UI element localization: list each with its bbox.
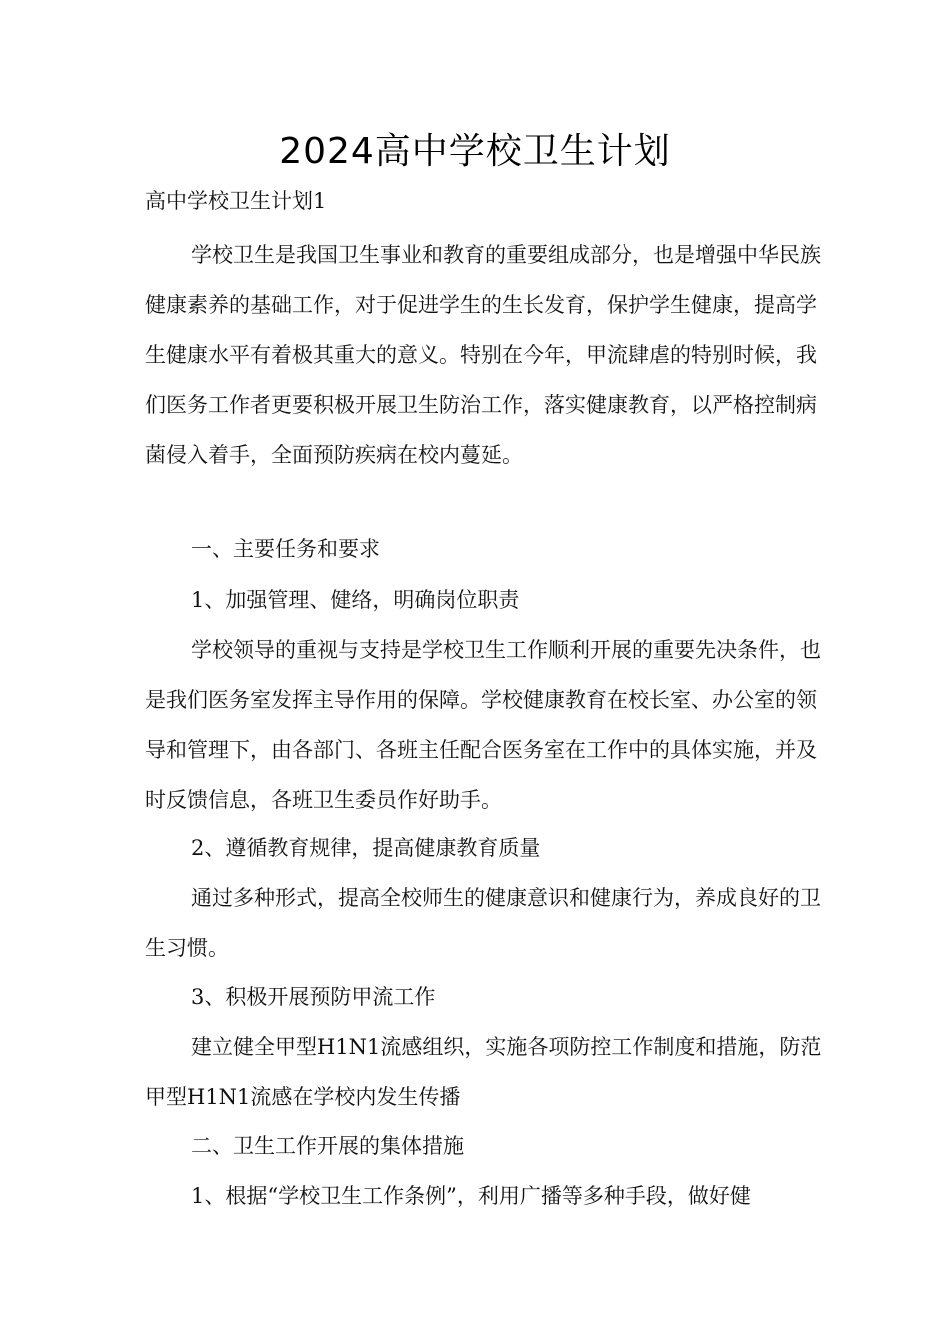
section-heading: 二、卫生工作开展的集体措施: [191, 1134, 464, 1158]
item1-text: 学校领导的重视与支持是学校卫生工作顺利开展的重要先决条件，也是我们医务室发挥主导作用的保障。学校健康教育在校长室、办公室的领导和管理下，由各部门、各班主任配合医务室在工作中的具体实施，并及时反馈信息，各班卫生委员作好助手。: [145, 638, 821, 812]
item3-text: 建立健全甲型H1N1流感组织，实施各项防控工作制度和措施，防范甲型H1N1流感在学校内发生传播: [145, 1035, 822, 1109]
section2-item1-text: 1、根据“学校卫生工作条例”，利用广播等多种手段，做好健: [191, 1184, 751, 1208]
document-subtitle: 高中学校卫生计划1: [145, 189, 327, 213]
intro-paragraph: [145, 230, 825, 480]
document-title: 2024高中学校卫生计划: [279, 131, 671, 172]
item-heading: 3、积极开展预防甲流工作: [191, 985, 436, 1009]
item-heading: 1、加强管理、健络，明确岗位职责: [191, 588, 520, 612]
item2-paragraph: [145, 873, 825, 973]
item1-paragraph: [145, 625, 825, 825]
item2-text: 通过多种形式，提高全校师生的健康意识和健康行为，养成良好的卫生习惯。: [145, 886, 821, 960]
section-heading: 一、主要任务和要求: [191, 537, 380, 561]
item3-paragraph: [145, 1022, 825, 1122]
item-heading: 2、遵循教育规律，提高健康教育质量: [191, 836, 541, 860]
intro-text: 学校卫生是我国卫生事业和教育的重要组成部分，也是增强中华民族健康素养的基础工作，对于促进学生的生长发育，保护学生健康，提高学生健康水平有着极其重大的意义。特别在今年，甲流肆虐的特别时候，我们医务工作者更要积极开展卫生防治工作，落实健康教育，以严格控制病菌侵入着手，全面预防疾病在校内蔓延。: [145, 243, 821, 467]
